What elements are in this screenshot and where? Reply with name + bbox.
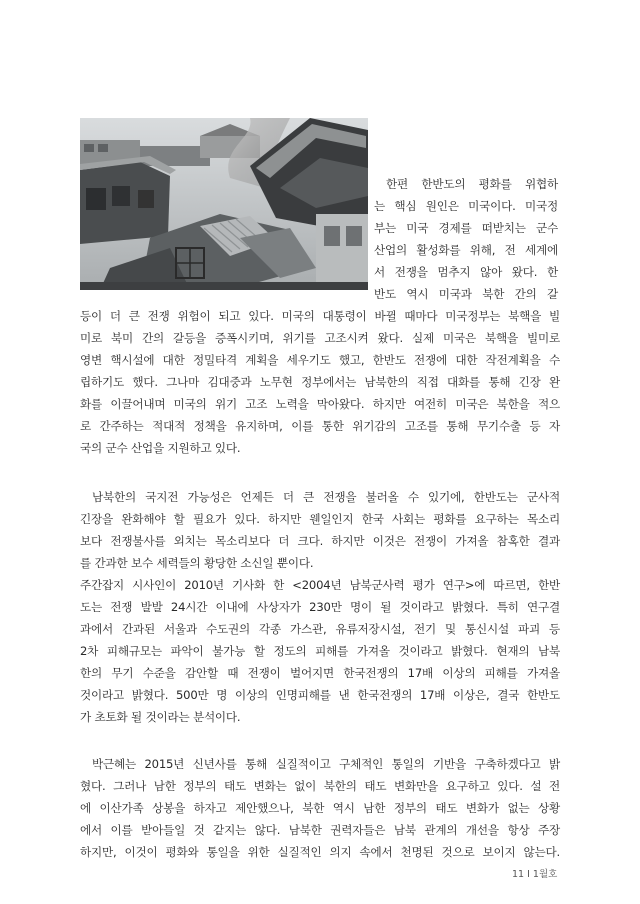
body-text-line: 화를 이끌어내며 미국의 위기 고조 노력을 막아왔다. 하지만 여전히 미국은 북한을 적으 (80, 397, 560, 411)
body-text-line: 박근혜는 2015년 신년사를 통해 실질적이고 구체적인 통일의 기반을 구축하겠다고 밝 (92, 757, 560, 771)
body-text-line: 하지만, 이것이 평화와 통일을 위한 실질적인 의지 속에서 천명된 것으로 보이지 않는다. (80, 845, 560, 859)
body-text-line: 에 이산가족 상봉을 하자고 제안했으나, 북한 역시 남한 정부의 태도 변화가 없는 상황 (80, 801, 560, 815)
page-number: 11 I 1월호 (512, 869, 558, 880)
body-text-line: 한의 무기 수준을 감안할 때 전쟁이 벌어지면 한국전쟁의 17배 이상의 피해를 가져올 (80, 666, 560, 680)
body-text-line: 남북한의 국지전 가능성은 언제든 더 큰 전쟁을 불러올 수 있기에, 한반도는 군사적 (92, 490, 560, 504)
body-text-line: 2차 피해규모는 파악이 불가능 할 정도의 피해를 가져올 것이라고 밝혔다. 현재의 남북 (80, 644, 560, 658)
body-text-line: 혔다. 그러나 남한 정부의 태도 변화는 없이 북한의 태도 변화만을 요구하고 있다. 설 전 (80, 779, 560, 793)
body-text-line: 는 핵심 원인은 미국이다. 미국정 (374, 199, 558, 213)
body-text-line: 에서 이를 받아들일 것 같지는 않다. 남북한 권력자들은 남북 관계의 개선을 항상 주장 (80, 823, 560, 837)
body-text-line: 것이라고 밝혔다. 500만 명 이상의 인명피해를 낸 한국전쟁의 17배 이상은, 결국 한반도 (80, 688, 560, 702)
body-text-line: 한편 한반도의 평화를 위협하 (386, 177, 558, 191)
body-text-line: 립하기도 했다. 그나마 김대중과 노무현 정부에서는 남북한의 직접 대화를 통해 긴장 완 (80, 375, 560, 389)
body-text-line: 반도 역시 미국과 북한 간의 갈 (374, 287, 558, 301)
body-text-line: 서 전쟁을 멈추지 않아 왔다. 한 (374, 265, 558, 279)
body-text-line: 긴장을 완화해야 할 필요가 있다. 하지만 웬일인지 한국 사회는 평화를 요구하는 목소리 (80, 512, 560, 526)
body-text-line: 과에서 간과된 서울과 수도권의 각종 가스관, 유류저장시설, 전기 및 통신시설 파괴 등 (80, 622, 560, 636)
body-text-line: 도는 전쟁 발발 24시간 이내에 사상자가 230만 명이 될 것이라고 밝혔다. 특히 연구결 (80, 600, 560, 614)
body-text-line: 부는 미국 경제를 떠받치는 군수 (374, 221, 558, 235)
body-text-line: 영변 핵시설에 대한 정밀타격 계획을 세우기도 했고, 한반도 전쟁에 대한 작전계획을 수 (80, 353, 560, 367)
body-text-line: 산업의 활성화를 위해, 전 세계에 (374, 243, 558, 257)
body-text-line: 보다 전쟁불사를 외치는 목소리보다 더 크다. 하지만 이것은 전쟁이 가져올 참혹한 결과 (80, 534, 560, 548)
body-text-line: 주간잡지 시사인이 2010년 기사화 한 <2004년 남북군사력 평가 연구>에 따르면, 한반 (80, 578, 560, 592)
body-text-line: 미로 북미 간의 갈등을 증폭시키며, 위기를 고조시켜 왔다. 실제 미국은 북핵을 빌미로 (80, 331, 560, 345)
body-text-line: 로 간주하는 적대적 정책을 유지하며, 이를 통한 위기감의 고조를 통해 무기수출 등 자 (80, 419, 560, 433)
body-text-line: 등이 더 큰 전쟁 위험이 되고 있다. 미국의 대통령이 바뀔 때마다 미국정부는 북핵을 빌 (80, 309, 560, 323)
body-text-line: 국의 군수 산업을 지원하고 있다. (80, 441, 241, 455)
body-text-line: 를 간과한 보수 세력들의 황당한 소신일 뿐이다. (80, 556, 314, 570)
body-text-line: 가 초토화 될 것이라는 분석이다. (80, 710, 241, 724)
burned-ruins-photo (80, 118, 368, 290)
